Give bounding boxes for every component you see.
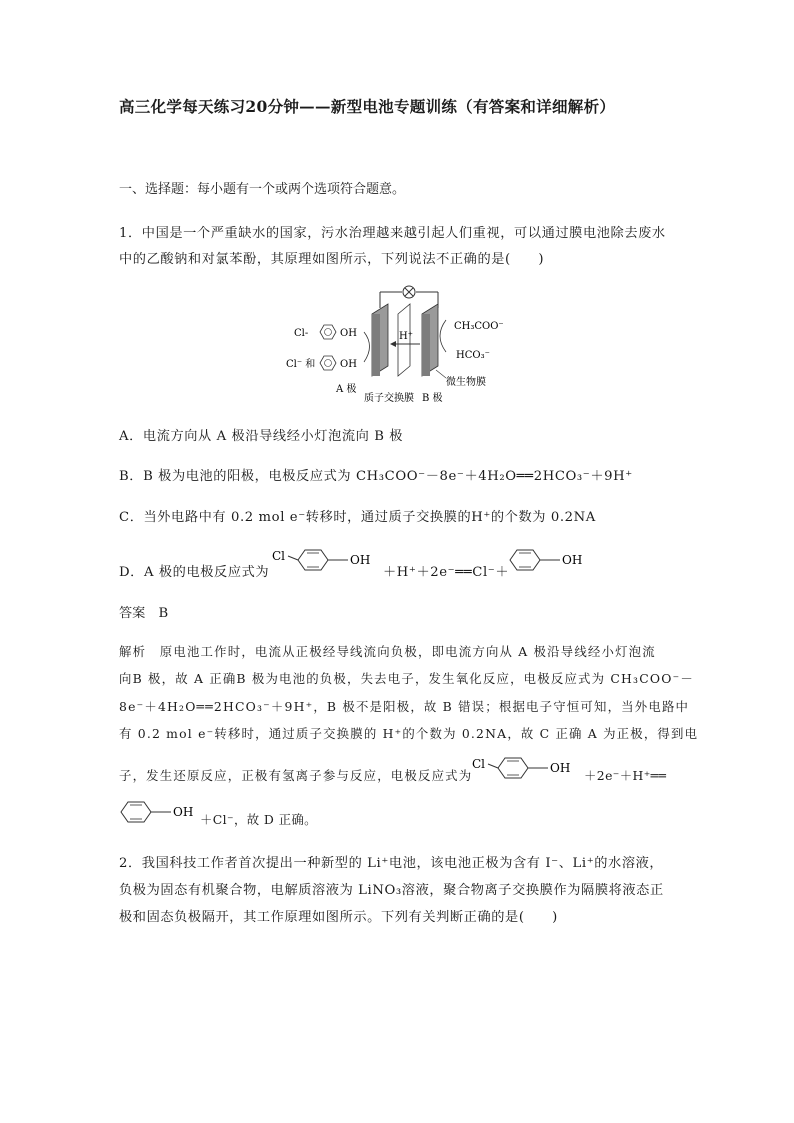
phenol-structure [119, 796, 199, 830]
q1-solution-line6: ＋Cl⁻，故 D 正确。 [200, 812, 317, 827]
figure-oh-2: OH [340, 359, 357, 370]
chlorophenol-structure [472, 752, 580, 786]
q1-option-d-prefix: D．A 极的电极反应式为 [119, 565, 270, 580]
battery-diagram [280, 284, 520, 406]
figure-electrode-a-label: A 极 [336, 384, 357, 395]
figure-electrode-b-label: B 极 [422, 393, 443, 404]
d-oh-label: OH [350, 553, 371, 567]
figure-oh-1: OH [340, 328, 357, 339]
q1-stem-line2: 中的乙酸钠和对氯苯酚，其原理如图所示，下列说法不正确的是( ) [119, 252, 545, 267]
figure-left-bottom-label: Cl⁻ 和 [286, 359, 316, 370]
q2-stem-line3: 极和固态负极隔开，其工作原理如图所示。下列有关判断正确的是( ) [119, 910, 558, 925]
figure-left-top-label: Cl- [294, 328, 309, 339]
q1-stem-line1: 1．中国是一个严重缺水的国家，污水治理越来越引起人们重视，可以通过膜电池除去废水 [119, 226, 666, 241]
q2-stem-line2: 负极为固态有机聚合物，电解质溶液为 LiNO₃溶液，聚合物离子交换膜作为隔膜将液态正 [119, 883, 664, 898]
bulb-icon [403, 286, 415, 298]
figure-right-bottom-label: HCO₃⁻ [456, 350, 490, 361]
q1-solution-line5: 子，发生还原反应，正极有氢离子参与反应，电极反应式为 [119, 768, 473, 783]
figure-microbe-label: 微生物膜 [446, 377, 486, 388]
section-heading: 一、选择题：每小题有一个或两个选项符合题意。 [119, 182, 406, 197]
figure-proton-label: H⁺ [399, 331, 413, 342]
sol-oh-label: OH [550, 761, 571, 775]
benzene-ring-icon [320, 325, 336, 339]
q1-solution-line4: 有 0.2 mol e⁻转移时，通过质子交换膜的 H⁺的个数为 0.2NA，故 C 正确 A 为正极，得到电 [119, 726, 699, 741]
q1-option-d-equation: ＋H⁺＋2e⁻══Cl⁻＋ [383, 565, 510, 580]
q1-solution-line1: 解析 原电池工作时，电流从正极经导线流向负极，即电流方向从 A 极沿导线经小灯泡流 [119, 644, 656, 659]
d-cl-label: Cl [272, 549, 286, 563]
q1-solution-line2: 向B 极，故 A 正确B 极为电池的负极，失去电子，发生氧化反应，电极反应式为 CH₃COO⁻－ [119, 671, 694, 686]
benzene-ring-icon [320, 356, 336, 370]
chlorophenol-structure [272, 544, 380, 578]
q1-solution-line5-equation: ＋2e⁻＋H⁺══ [584, 768, 667, 783]
q1-option-a: A．电流方向从 A 极沿导线经小灯泡流向 B 极 [119, 429, 404, 444]
sol-oh2-label: OH [173, 805, 194, 819]
q2-stem-line1: 2．我国科技工作者首次提出一种新型的 Li⁺电池，该电池正极为含有 I⁻、Li⁺的水溶液， [119, 856, 664, 871]
d-oh2-label: OH [562, 553, 583, 567]
figure-right-top-label: CH₃COO⁻ [454, 321, 504, 332]
q1-solution-line3: 8e⁻＋4H₂O══2HCO₃⁻＋9H⁺，B 极不是阳极，故 B 错误；根据电子守恒可知，当外电路中 [119, 699, 690, 714]
q1-option-b: B．B 极为电池的阳极，电极反应式为 CH₃COO⁻－8e⁻＋4H₂O══2HCO₃⁻＋9H⁺ [119, 469, 633, 484]
q1-option-c: C．当外电路中有 0.2 mol e⁻转移时，通过质子交换膜的H⁺的个数为 0.2NA [119, 510, 596, 525]
figure-membrane-label: 质子交换膜 [364, 393, 414, 404]
sol-cl-label: Cl [472, 757, 486, 771]
phenol-structure [508, 544, 588, 578]
q1-answer: 答案 B [119, 606, 169, 621]
page-title: 高三化学每天练习20分钟——新型电池专题训练（有答案和详细解析） [119, 97, 616, 116]
